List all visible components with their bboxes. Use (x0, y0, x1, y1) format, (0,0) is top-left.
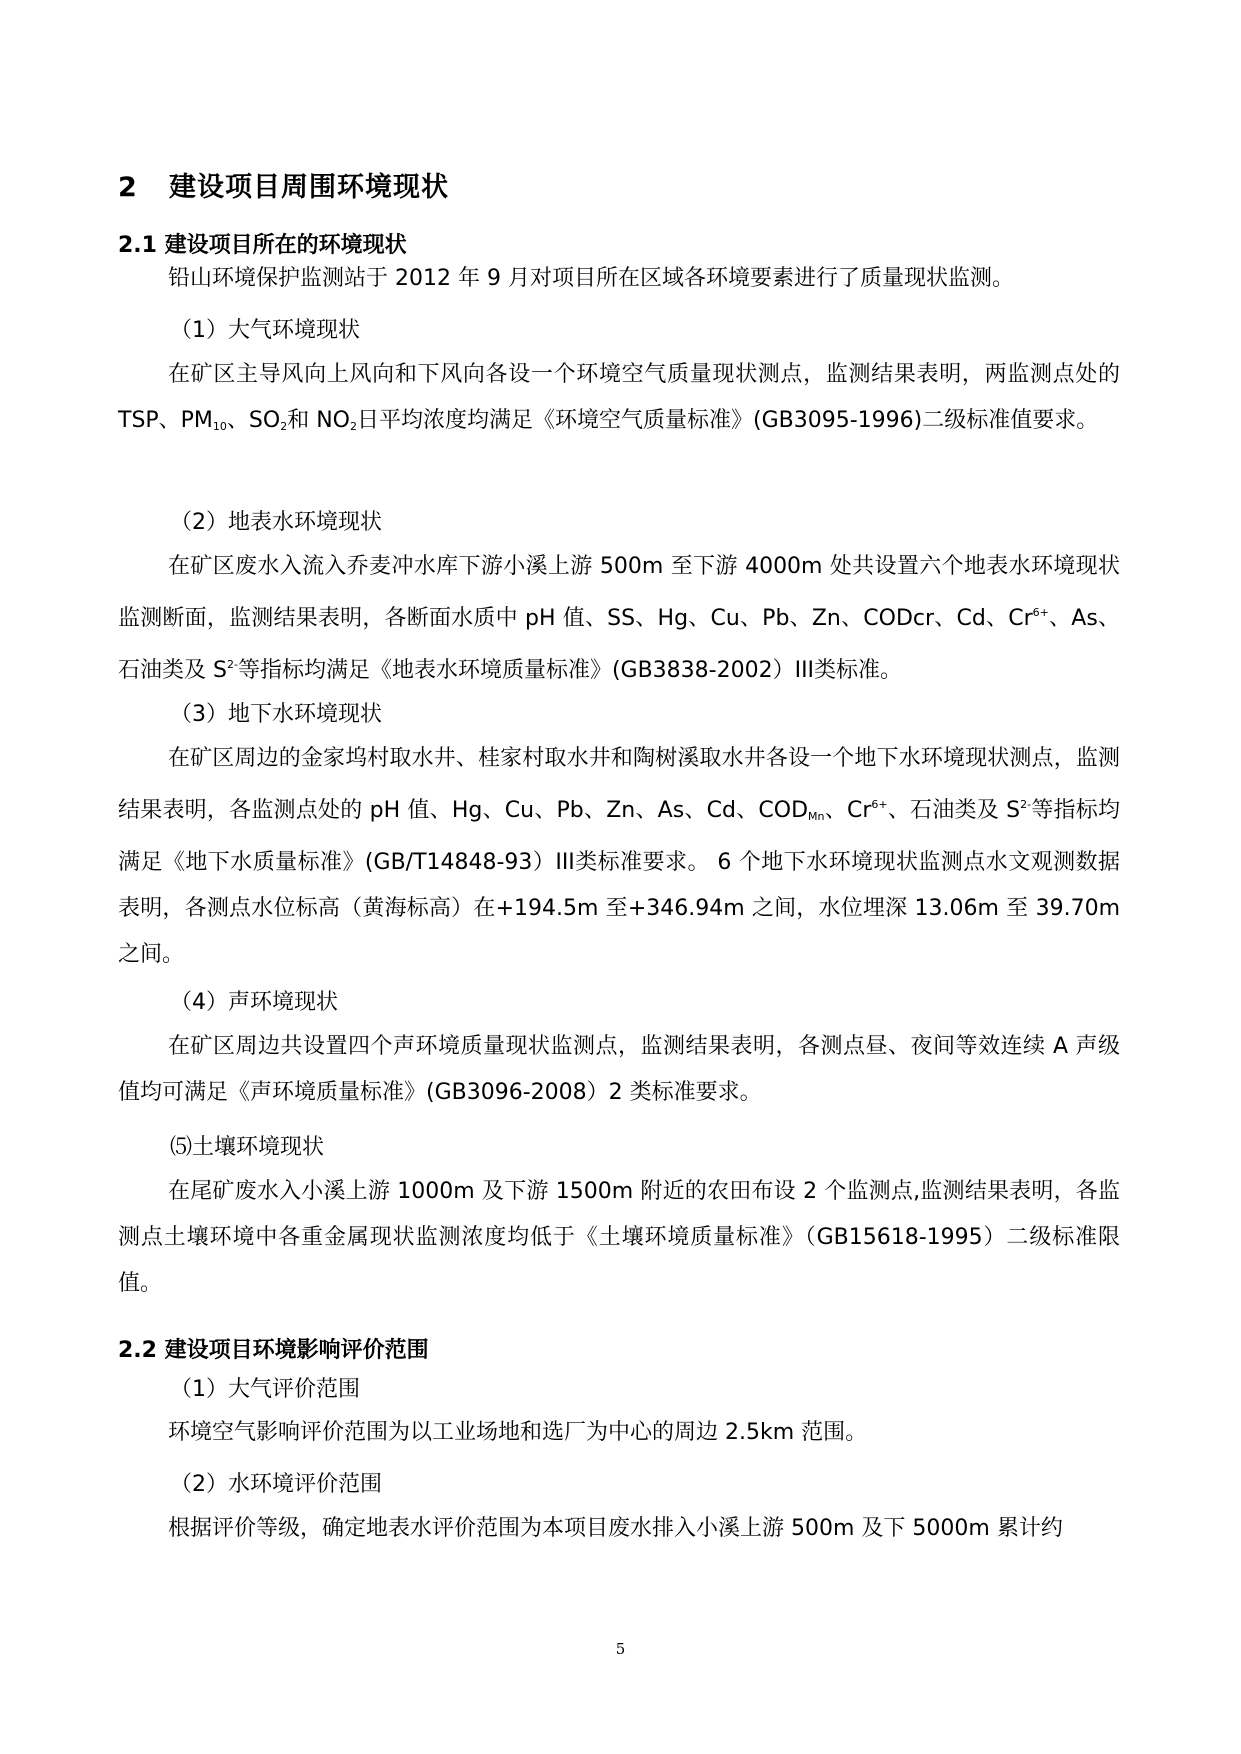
chapter-number: 2 (118, 172, 138, 203)
noise-text: 在矿区周边共设置四个声环境质量现状监测点，监测结果表明，各测点昼、夜间等效连续 A 声级值均可满足《声环境质量标准》(GB3096-2008）2 类标准要求。 (118, 1034, 1120, 1105)
surface-water-text: 在矿区废水入流入乔麦冲水库下游小溪上游 500m 至下游 4000m 处共设置六个地表水环境现状监测断面，监测结果表明，各断面水质中 pH 值、SS、Hg、Cu、Pb、Zn、CODcr、Cd、$Cr^{6+}$、As、石油类及 $S^{2-}$等指标均满足《地表水环境质量标准》(GB3838-2002）III类标准。 (118, 554, 1120, 683)
air-range-text: 环境空气影响评价范围为以工业场地和选厂为中心的周边 2.5km 范围。 (168, 1420, 868, 1445)
air-status-text: 在矿区主导风向上风向和下风向各设一个环境空气质量现状测点，监测结果表明，两监测点处的 TSP、$PM_{10}$、$SO_2$和 $NO_2$日平均浓度均满足《环境空气质量标准》(GB3095-1996)二级标准值要求。 (118, 362, 1120, 433)
section-2-1-intro: 铅山环境保护监测站于 2012 年 9 月对项目所在区域各环境要素进行了质量现状监测。 (168, 266, 1014, 291)
air-range-title: （1）大气评价范围 (170, 1377, 360, 1402)
air-status-title: （1）大气环境现状 (170, 318, 360, 343)
noise-title: （4）声环境现状 (170, 990, 338, 1015)
chapter-heading (118, 165, 449, 204)
groundwater-text: 在矿区周边的金家坞村取水井、桂家村取水井和陶树溪取水井各设一个地下水环境现状测点，监测结果表明，各监测点处的 pH 值、Hg、Cu、Pb、Zn、As、Cd、$COD_{Mn}$、$Cr^{6+}$、石油类及 $S^{2-}$等指标均满足《地下水质量标准》(GB/T14848-93）III类标准要求。 6 个地下水环境现状监测点水文观测数据表明，各测点水位标高（黄海标高）在+194.5m 至+346.94m 之间，水位埋深 13.06m 至 39.70m 之间。 (118, 746, 1120, 967)
soil-title: ⑸土壤环境现状 (170, 1135, 325, 1160)
groundwater-title: （3）地下水环境现状 (170, 702, 382, 727)
page-number: 5 (615, 1640, 626, 1658)
section-2-2-title: 2.2 建设项目环境影响评价范围 (118, 1338, 429, 1363)
section-2-1-title: 2.1 建设项目所在的环境现状 (118, 233, 407, 258)
chapter-title: 建设项目周围环境现状 (169, 172, 449, 203)
water-range-title: （2）水环境评价范围 (170, 1472, 382, 1497)
surface-water-title: （2）地表水环境现状 (170, 510, 382, 535)
soil-text: 在尾矿废水入小溪上游 1000m 及下游 1500m 附近的农田布设 2 个监测点,监测结果表明，各监测点土壤环境中各重金属现状监测浓度均低于《土壤环境质量标准》（GB15618-1995）二级标准限值。 (118, 1179, 1120, 1296)
water-range-text: 根据评价等级，确定地表水评价范围为本项目废水排入小溪上游 500m 及下 5000m 累计约 (168, 1516, 1063, 1541)
